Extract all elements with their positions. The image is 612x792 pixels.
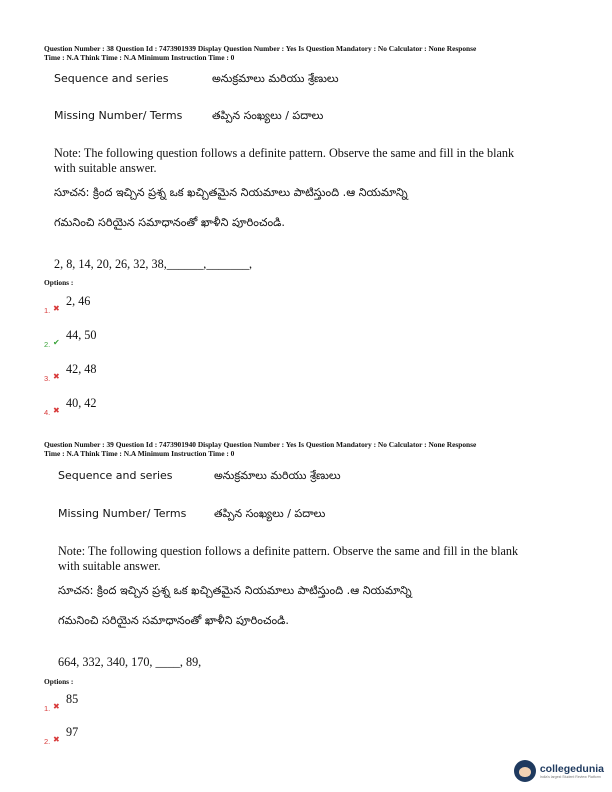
option-1[interactable] (44, 692, 244, 712)
subject-label-en: Sequence and series (58, 469, 173, 482)
note-telugu-line-1: సూచన: క్రింద ఇచ్చిన ప్రశ్న ఒక ఖచ్చితమైన నియమాలు పాటిస్తుంది .ఆ నియమాన్ని (58, 584, 412, 597)
number-series: 664, 332, 340, 170, ____, 89, (58, 655, 202, 669)
options-label: Options : (44, 677, 74, 686)
note-telugu-line-2: గమనించి సరియైన సమాధానంతో ఖాళీని పూరించండి. (58, 614, 289, 627)
option-number: 3. (44, 374, 51, 383)
question-39-meta: Question Number : 39 Question Id : 7473901940 Display Question Number : Yes Is Question Mandatory : No Calculator : None Response Time : N.A Think Time : N.A Minimum Instruction Time : 0 (44, 440, 477, 458)
cross-icon: ✖ (53, 304, 60, 313)
topic-label-en: Missing Number/ Terms (58, 507, 187, 520)
cross-icon: ✖ (53, 372, 60, 381)
option-text: 42, 48 (66, 362, 97, 376)
option-number: 2. (44, 340, 51, 349)
note-english: Note: The following question follows a definite pattern. Observe the same and fill in the blank with suitable answer. (58, 544, 519, 573)
check-icon: ✔ (53, 338, 60, 347)
cross-icon: ✖ (53, 406, 60, 415)
option-number: 4. (44, 408, 51, 417)
option-4[interactable] (44, 396, 244, 416)
number-series: 2, 8, 14, 20, 26, 32, 38,______,_______, (54, 257, 253, 271)
option-2[interactable] (44, 725, 244, 745)
option-text: 2, 46 (66, 294, 91, 308)
question-38-meta: Question Number : 38 Question Id : 7473901939 Display Question Number : Yes Is Question Mandatory : No Calculator : None Response Time : N.A Think Time : N.A Minimum Instruction Time : 0 (44, 44, 477, 62)
note-telugu-line-2: గమనించి సరియైన సమాధానంతో ఖాళీని పూరించండి. (54, 216, 285, 229)
topic-label-te: తప్పిన సంఖ్యలు / పదాలు (214, 507, 326, 520)
logo-tagline: India's largest Student Review Platform (539, 774, 601, 779)
cross-icon: ✖ (53, 702, 60, 711)
option-2[interactable] (44, 328, 244, 348)
topic-label-en: Missing Number/ Terms (54, 109, 183, 122)
option-text: 44, 50 (66, 328, 97, 342)
subject-label-te: అనుక్రమాలు మరియు శ్రేణులు (212, 72, 339, 85)
logo-text: collegedunia (539, 762, 604, 775)
option-text: 40, 42 (66, 396, 97, 410)
note-telugu-line-1: సూచన: క్రింద ఇచ్చిన ప్రశ్న ఒక ఖచ్చితమైన నియమాలు పాటిస్తుంది .ఆ నియమాన్ని (54, 186, 408, 199)
cross-icon: ✖ (53, 735, 60, 744)
option-1[interactable] (44, 294, 244, 314)
topic-label-te: తప్పిన సంఖ్యలు / పదాలు (212, 109, 324, 122)
option-number: 1. (44, 306, 51, 315)
note-english: Note: The following question follows a definite pattern. Observe the same and fill in the blank with suitable answer. (54, 146, 515, 175)
option-text: 85 (66, 692, 79, 706)
option-text: 97 (66, 725, 79, 739)
mascot-icon (514, 760, 536, 782)
collegedunia-logo (514, 760, 604, 782)
option-number: 1. (44, 704, 51, 713)
option-3[interactable] (44, 362, 244, 382)
subject-label-te: అనుక్రమాలు మరియు శ్రేణులు (214, 469, 341, 482)
options-label: Options : (44, 278, 74, 287)
subject-label-en: Sequence and series (54, 72, 169, 85)
option-number: 2. (44, 737, 51, 746)
